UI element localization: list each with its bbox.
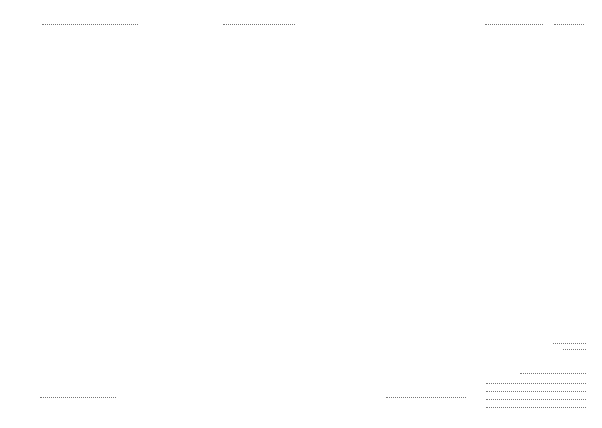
observaciones-line-1[interactable] — [520, 368, 586, 374]
observaciones-line-3[interactable] — [486, 386, 586, 392]
firma-maestro-line[interactable] — [40, 392, 116, 398]
observaciones-line-2[interactable] — [486, 378, 586, 384]
sala-superficie-field[interactable] — [563, 344, 586, 350]
firma-directora-line[interactable] — [386, 392, 466, 398]
observaciones-line-4[interactable] — [486, 394, 586, 400]
observaciones-line-5[interactable] — [486, 402, 586, 408]
